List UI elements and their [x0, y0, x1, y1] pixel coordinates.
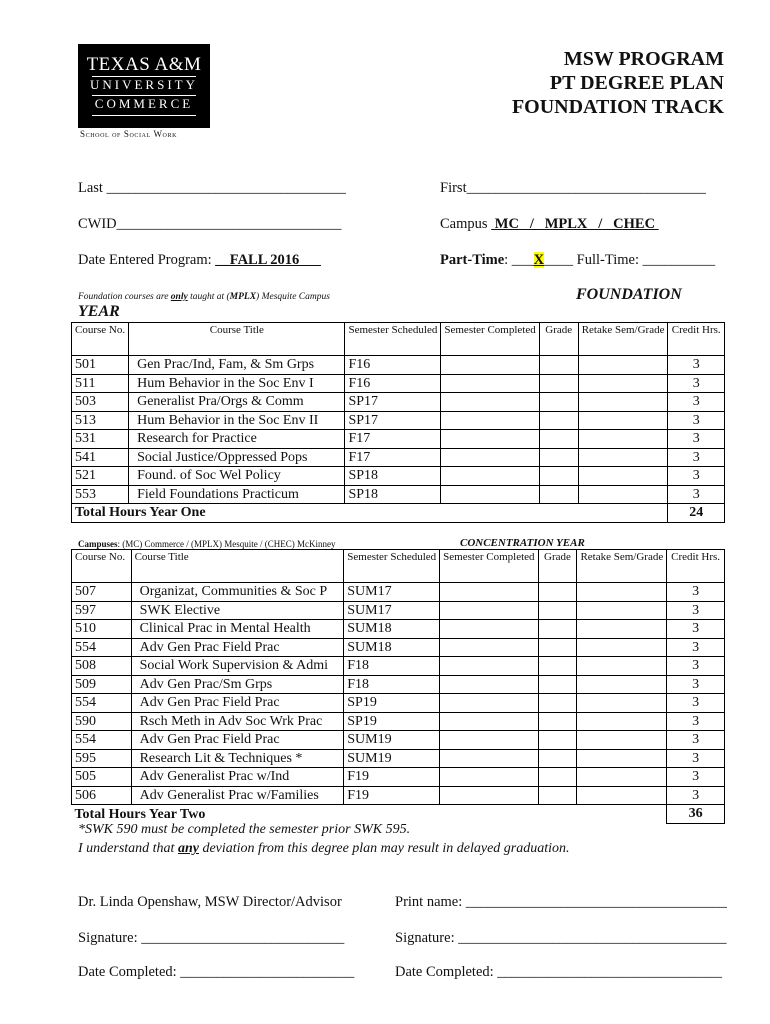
course-row	[72, 768, 725, 787]
credit-hrs-cell: 3	[667, 731, 725, 750]
course-title-cell: Rsch Meth in Adv Soc Wrk Prac	[131, 712, 344, 731]
grade-cell[interactable]	[539, 374, 578, 393]
advisor-name: Dr. Linda Openshaw, MSW Director/Advisor	[78, 894, 342, 910]
course-row	[72, 786, 725, 805]
sem-completed-cell[interactable]	[440, 620, 538, 639]
grade-cell[interactable]	[538, 675, 577, 694]
course-title-cell: Research for Practice	[129, 430, 345, 449]
logo-line-1: TEXAS A&M	[86, 54, 202, 75]
credit-hrs-cell: 3	[667, 786, 725, 805]
credit-hrs-cell: 3	[668, 430, 725, 449]
course-title-cell: Generalist Pra/Orgs & Comm	[129, 393, 345, 412]
footnote-swk-590: *SWK 590 must be completed the semester prior SWK 595.	[78, 822, 411, 837]
grade-cell[interactable]	[539, 485, 578, 504]
retake-sem-grade-cell[interactable]	[578, 430, 668, 449]
sem-scheduled-cell: SUM17	[344, 601, 440, 620]
sem-scheduled-cell: F18	[344, 675, 440, 694]
credit-hrs-cell: 3	[667, 694, 725, 713]
course-no-cell: 531	[72, 430, 129, 449]
course-title-cell: Found. of Soc Wel Policy	[129, 467, 345, 486]
course-row	[72, 467, 725, 486]
header-course-no: Course No.	[72, 323, 129, 356]
retake-sem-grade-cell[interactable]	[577, 657, 667, 676]
course-title-cell: Adv Generalist Prac w/Families	[131, 786, 344, 805]
course-row	[72, 374, 725, 393]
course-row	[72, 731, 725, 750]
credit-hrs-cell: 3	[668, 374, 725, 393]
grade-cell[interactable]	[539, 356, 578, 375]
campus-label: Campus	[440, 216, 492, 232]
course-title-cell: Clinical Prac in Mental Health	[131, 620, 344, 639]
credit-hrs-cell: 3	[667, 768, 725, 787]
header-credit-hrs: Credit Hrs.	[667, 550, 725, 583]
retake-sem-grade-cell[interactable]	[578, 411, 668, 430]
footnote-text-1: I understand that	[78, 841, 178, 856]
table-header-row	[72, 550, 725, 583]
footnote-deviation	[78, 841, 570, 857]
header-sem-scheduled: Semester Scheduled	[345, 323, 441, 356]
grade-cell[interactable]	[539, 393, 578, 412]
sem-scheduled-cell: SP17	[345, 411, 441, 430]
title-line-3: FOUNDATION TRACK	[511, 96, 724, 118]
course-no-cell: 541	[72, 448, 129, 467]
sem-completed-cell[interactable]	[441, 430, 539, 449]
retake-sem-grade-cell[interactable]	[577, 694, 667, 713]
sem-scheduled-cell: F19	[344, 768, 440, 787]
foundation-heading: FOUNDATION	[576, 286, 682, 303]
total-value: 24	[668, 504, 725, 523]
course-no-cell: 513	[72, 411, 129, 430]
course-no-cell: 503	[72, 393, 129, 412]
total-label: Total Hours Year One	[72, 504, 668, 523]
sem-completed-cell[interactable]	[441, 485, 539, 504]
credit-hrs-cell: 3	[667, 657, 725, 676]
course-title-cell: Social Justice/Oppressed Pops	[129, 448, 345, 467]
sem-completed-cell[interactable]	[440, 638, 538, 657]
credit-hrs-cell: 3	[667, 583, 725, 602]
campus-value: MC / MPLX / CHEC	[491, 216, 659, 232]
course-no-cell: 521	[72, 467, 129, 486]
foundation-campus-note	[78, 292, 330, 302]
grade-cell[interactable]	[539, 467, 578, 486]
total-label: Total Hours Year Two	[72, 805, 667, 824]
header-grade: Grade	[538, 550, 577, 583]
sem-completed-cell[interactable]	[440, 583, 538, 602]
course-row	[72, 411, 725, 430]
course-title-cell: Adv Gen Prac Field Prac	[131, 731, 344, 750]
course-row	[72, 712, 725, 731]
total-row	[72, 805, 725, 824]
retake-sem-grade-cell[interactable]	[577, 638, 667, 657]
course-row	[72, 583, 725, 602]
course-row	[72, 448, 725, 467]
course-no-cell: 554	[72, 731, 132, 750]
header-grade: Grade	[539, 323, 578, 356]
course-title-cell: Field Foundations Practicum	[129, 485, 345, 504]
enrollment-status-field[interactable]	[440, 252, 715, 269]
course-no-cell: 501	[72, 356, 129, 375]
sem-scheduled-cell: SP18	[345, 485, 441, 504]
grade-cell[interactable]	[539, 448, 578, 467]
retake-sem-grade-cell[interactable]	[578, 448, 668, 467]
credit-hrs-cell: 3	[667, 601, 725, 620]
grade-cell[interactable]	[539, 411, 578, 430]
sem-completed-cell[interactable]	[441, 467, 539, 486]
course-title-cell: Gen Prac/Ind, Fam, & Sm Grps	[129, 356, 345, 375]
course-row	[72, 657, 725, 676]
header-sem-scheduled: Semester Scheduled	[344, 550, 440, 583]
course-row	[72, 430, 725, 449]
retake-sem-grade-cell[interactable]	[577, 749, 667, 768]
retake-sem-grade-cell[interactable]	[577, 768, 667, 787]
grade-cell[interactable]	[538, 731, 577, 750]
logo-line-3: COMMERCE	[94, 96, 194, 111]
note-text-2: taught at (	[187, 292, 230, 302]
university-logo	[78, 44, 210, 128]
course-title-cell: Research Lit & Techniques *	[131, 749, 344, 768]
note-mplx: MPLX	[229, 292, 257, 302]
table-header-row	[72, 323, 725, 356]
part-time-post: ____ Full-Time: __________	[544, 252, 716, 268]
concentration-heading: CONCENTRATION YEAR	[460, 537, 585, 549]
course-row	[72, 356, 725, 375]
header-course-title: Course Title	[129, 323, 345, 356]
sem-scheduled-cell: F17	[345, 430, 441, 449]
grade-cell[interactable]	[538, 749, 577, 768]
header-credit-hrs: Credit Hrs.	[668, 323, 725, 356]
part-time-mark: X	[533, 252, 545, 268]
grade-cell[interactable]	[538, 638, 577, 657]
sem-scheduled-cell: SP19	[344, 694, 440, 713]
retake-sem-grade-cell[interactable]	[578, 374, 668, 393]
sem-completed-cell[interactable]	[440, 694, 538, 713]
date-entered-label: Date Entered Program:	[78, 252, 216, 268]
credit-hrs-cell: 3	[668, 411, 725, 430]
grade-cell[interactable]	[538, 583, 577, 602]
course-no-cell: 510	[72, 620, 132, 639]
retake-sem-grade-cell[interactable]	[577, 712, 667, 731]
sem-scheduled-cell: F17	[345, 448, 441, 467]
grade-cell[interactable]	[538, 712, 577, 731]
foundation-heading-year: YEAR	[78, 303, 120, 320]
course-row	[72, 694, 725, 713]
retake-sem-grade-cell[interactable]	[577, 601, 667, 620]
cwid-field[interactable]: CWID_______________________________	[78, 216, 342, 232]
student-date-field[interactable]: Date Completed: _______________________________	[395, 964, 723, 980]
logo-rule-bottom	[92, 115, 196, 116]
sem-scheduled-cell: SP19	[344, 712, 440, 731]
course-no-cell: 509	[72, 675, 132, 694]
sem-scheduled-cell: SUM18	[344, 620, 440, 639]
retake-sem-grade-cell[interactable]	[578, 393, 668, 412]
footnote-any-emphasis: any	[177, 841, 199, 856]
grade-cell[interactable]	[538, 601, 577, 620]
sem-scheduled-cell: SP18	[345, 467, 441, 486]
sem-completed-cell[interactable]	[440, 712, 538, 731]
logo-line-2: UNIVERSITY	[90, 77, 198, 92]
retake-sem-grade-cell[interactable]	[577, 731, 667, 750]
first-name-field[interactable]: First_________________________________	[440, 180, 706, 196]
campuses-label: Campuses	[78, 539, 118, 549]
campus-field[interactable]	[440, 216, 659, 233]
course-row	[72, 485, 725, 504]
grade-cell[interactable]	[539, 430, 578, 449]
retake-sem-grade-cell[interactable]	[578, 356, 668, 375]
course-title-cell: SWK Elective	[131, 601, 344, 620]
sem-completed-cell[interactable]	[440, 749, 538, 768]
grade-cell[interactable]	[538, 694, 577, 713]
course-row	[72, 749, 725, 768]
credit-hrs-cell: 3	[667, 749, 725, 768]
advisor-date-field[interactable]: Date Completed: ________________________	[78, 964, 355, 980]
credit-hrs-cell: 3	[667, 675, 725, 694]
part-time-pre: : ___	[504, 252, 534, 268]
header-sem-completed: Semester Completed	[441, 323, 539, 356]
campuses-text: : (MC) Commerce / (MPLX) Mesquite / (CHEC) McKinney	[117, 539, 336, 549]
sem-completed-cell[interactable]	[440, 657, 538, 676]
sem-completed-cell[interactable]	[440, 768, 538, 787]
last-name-field[interactable]: Last _________________________________	[78, 180, 346, 196]
header-course-title: Course Title	[131, 550, 344, 583]
credit-hrs-cell: 3	[668, 485, 725, 504]
course-title-cell: Social Work Supervision & Admi	[131, 657, 344, 676]
retake-sem-grade-cell[interactable]	[577, 583, 667, 602]
course-row	[72, 601, 725, 620]
course-row	[72, 620, 725, 639]
sem-completed-cell[interactable]	[440, 786, 538, 805]
retake-sem-grade-cell[interactable]	[578, 485, 668, 504]
sem-completed-cell[interactable]	[441, 411, 539, 430]
header-retake: Retake Sem/Grade	[577, 550, 667, 583]
footnote-text-2: deviation from this degree plan may result in delayed graduation.	[198, 841, 570, 856]
sem-completed-cell[interactable]	[441, 393, 539, 412]
student-signature-field[interactable]: Signature: _____________________________________	[395, 930, 727, 946]
sem-completed-cell[interactable]	[441, 374, 539, 393]
course-no-cell: 590	[72, 712, 132, 731]
course-no-cell: 554	[72, 638, 132, 657]
course-title-cell: Adv Gen Prac/Sm Grps	[131, 675, 344, 694]
credit-hrs-cell: 3	[668, 448, 725, 467]
concentration-table	[71, 549, 725, 824]
header-retake: Retake Sem/Grade	[578, 323, 668, 356]
course-row	[72, 675, 725, 694]
retake-sem-grade-cell[interactable]	[578, 467, 668, 486]
course-no-cell: 511	[72, 374, 129, 393]
total-row	[72, 504, 725, 523]
sem-scheduled-cell: SUM17	[344, 583, 440, 602]
sem-scheduled-cell: F16	[345, 356, 441, 375]
course-no-cell: 505	[72, 768, 132, 787]
sem-completed-cell[interactable]	[440, 731, 538, 750]
grade-cell[interactable]	[538, 620, 577, 639]
grade-cell[interactable]	[538, 768, 577, 787]
course-no-cell: 506	[72, 786, 132, 805]
header-sem-completed: Semester Completed	[440, 550, 538, 583]
course-title-cell: Adv Generalist Prac w/Ind	[131, 768, 344, 787]
print-name-field[interactable]: Print name: ____________________________________	[395, 894, 727, 910]
credit-hrs-cell: 3	[668, 393, 725, 412]
course-title-cell: Adv Gen Prac Field Prac	[131, 694, 344, 713]
course-no-cell: 507	[72, 583, 132, 602]
retake-sem-grade-cell[interactable]	[577, 675, 667, 694]
sem-completed-cell[interactable]	[440, 675, 538, 694]
title-line-2: PT DEGREE PLAN	[549, 72, 724, 94]
retake-sem-grade-cell[interactable]	[577, 620, 667, 639]
advisor-signature-field[interactable]: Signature: ____________________________	[78, 930, 345, 946]
part-time-label: Part-Time	[440, 252, 505, 268]
course-title-cell: Organizat, Communities & Soc P	[131, 583, 344, 602]
course-no-cell: 554	[72, 694, 132, 713]
course-title-cell: Adv Gen Prac Field Prac	[131, 638, 344, 657]
note-only-emphasis: only	[170, 292, 188, 302]
date-entered-value: __FALL 2016	[215, 252, 321, 268]
sem-scheduled-cell: SUM19	[344, 749, 440, 768]
grade-cell[interactable]	[538, 657, 577, 676]
sem-completed-cell[interactable]	[441, 448, 539, 467]
grade-cell[interactable]	[538, 786, 577, 805]
sem-scheduled-cell: F16	[345, 374, 441, 393]
credit-hrs-cell: 3	[667, 638, 725, 657]
sem-scheduled-cell: SUM19	[344, 731, 440, 750]
course-title-cell: Hum Behavior in the Soc Env I	[129, 374, 345, 393]
school-name: School of Social Work	[80, 129, 178, 139]
total-value: 36	[667, 805, 725, 824]
note-text-1: Foundation courses are	[78, 292, 171, 302]
course-no-cell: 597	[72, 601, 132, 620]
sem-scheduled-cell: SUM18	[344, 638, 440, 657]
sem-scheduled-cell: SP17	[345, 393, 441, 412]
campuses-note	[78, 539, 335, 549]
header-course-no: Course No.	[72, 550, 132, 583]
course-no-cell: 508	[72, 657, 132, 676]
course-no-cell: 595	[72, 749, 132, 768]
course-row	[72, 393, 725, 412]
course-row	[72, 638, 725, 657]
sem-completed-cell[interactable]	[441, 356, 539, 375]
note-text-3: ) Mesquite Campus	[256, 292, 330, 302]
course-title-cell: Hum Behavior in the Soc Env II	[129, 411, 345, 430]
title-line-1: MSW PROGRAM	[563, 48, 724, 70]
date-entered-field[interactable]	[78, 252, 321, 269]
sem-completed-cell[interactable]	[440, 601, 538, 620]
foundation-table	[71, 322, 725, 523]
course-no-cell: 553	[72, 485, 129, 504]
sem-scheduled-cell: F18	[344, 657, 440, 676]
credit-hrs-cell: 3	[668, 467, 725, 486]
credit-hrs-cell: 3	[667, 620, 725, 639]
sem-scheduled-cell: F19	[344, 786, 440, 805]
retake-sem-grade-cell[interactable]	[577, 786, 667, 805]
credit-hrs-cell: 3	[668, 356, 725, 375]
credit-hrs-cell: 3	[667, 712, 725, 731]
